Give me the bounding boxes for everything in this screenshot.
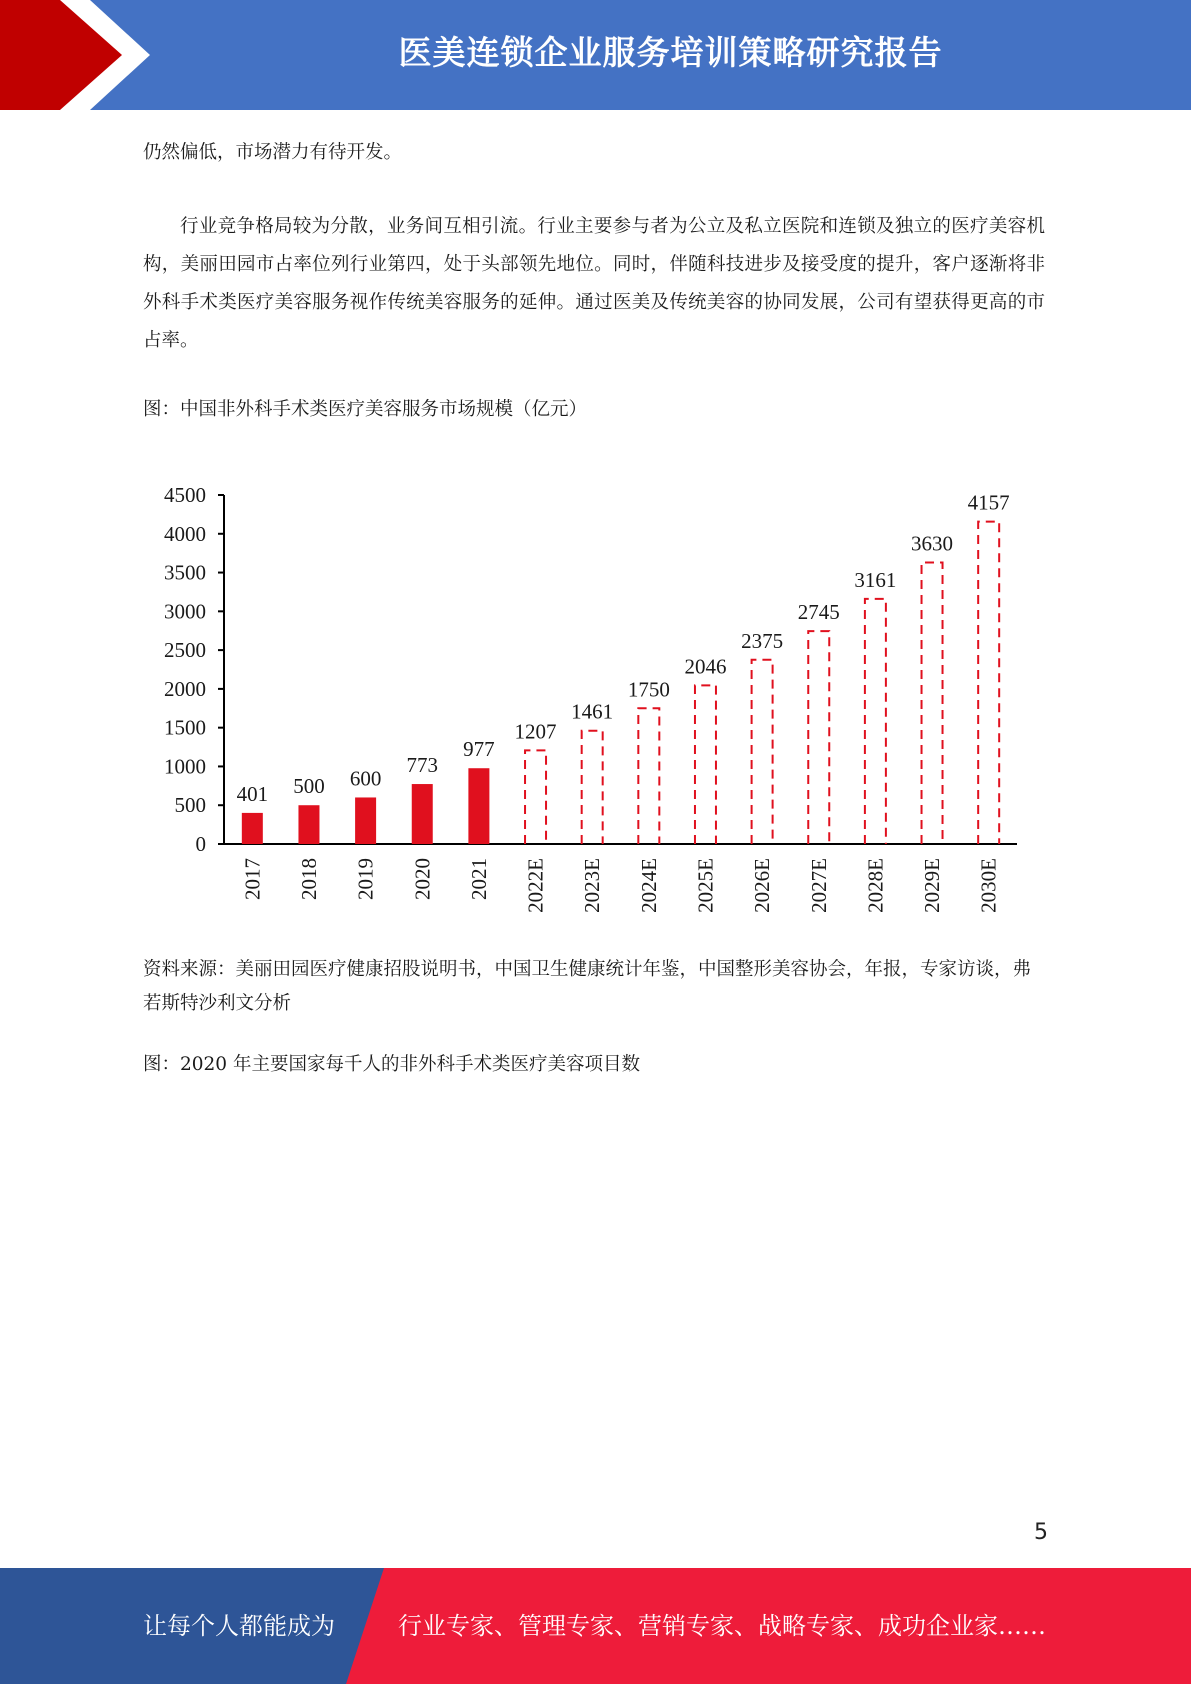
x-tick-label: 2026E — [750, 858, 775, 913]
bar — [242, 813, 263, 844]
header-band — [0, 0, 1191, 110]
data-label: 4157 — [967, 490, 1010, 515]
x-tick-label: 2027E — [806, 858, 831, 913]
x-tick-label: 2021 — [466, 858, 491, 900]
data-label: 1461 — [571, 699, 614, 724]
bar-forecast — [582, 731, 603, 844]
footer-slogan-left: 让每个人都能成为 — [143, 1612, 335, 1640]
data-label: 2745 — [797, 600, 840, 625]
bar-forecast — [922, 562, 943, 844]
data-label: 977 — [463, 737, 495, 762]
bar-forecast — [695, 685, 716, 844]
figure-1-caption: 图：中国非外科手术类医疗美容服务市场规模（亿元） — [143, 399, 588, 420]
x-tick-label: 2025E — [693, 858, 718, 913]
data-label: 2046 — [684, 654, 727, 679]
data-label: 3161 — [854, 567, 897, 592]
y-tick-label: 3000 — [164, 599, 206, 624]
bar — [412, 784, 433, 844]
bar — [468, 768, 489, 844]
figure-2-caption: 图：2020 年主要国家每千人的非外科手术类医疗美容项目数 — [143, 1054, 640, 1075]
data-label: 600 — [349, 766, 382, 791]
market-size-bar-chart — [140, 470, 1040, 930]
page-number: 5 — [1034, 1520, 1048, 1545]
x-tick-label: 2020 — [410, 858, 435, 900]
x-tick-label: 2030E — [976, 858, 1001, 913]
data-label: 1207 — [514, 719, 557, 744]
data-label: 773 — [406, 753, 438, 778]
x-tick-label: 2024E — [636, 858, 661, 913]
footer-slogan-right: 行业专家、管理专家、营销专家、战略专家、成功企业家…… — [398, 1612, 1046, 1640]
data-label: 1750 — [627, 677, 670, 702]
bar — [298, 805, 319, 844]
y-tick-label: 1500 — [164, 715, 206, 740]
bar-forecast — [525, 750, 546, 844]
x-tick-label: 2019 — [353, 858, 378, 900]
report-title: 医美连锁企业服务培训策略研究报告 — [398, 33, 943, 72]
footer-band — [0, 1568, 1191, 1684]
x-tick-label: 2023E — [580, 858, 605, 913]
bar — [355, 797, 376, 844]
bar-forecast — [752, 660, 773, 844]
y-tick-label: 0 — [195, 832, 206, 856]
paragraph-competition: 行业竞争格局较为分散，业务间互相引流。行业主要参与者为公立及私立医院和连锁及独立的医疗美容机构，美丽田园市占率位列行业第四，处于头部领先地位。同时，伴随科技进步及接受度的提升，客户逐渐将非外科手术类医疗美容服务视作传统美容服务的延伸。通过医美及传统美容的协同发展，公司有望获得更高的市占率。 — [143, 216, 1045, 351]
data-label: 3630 — [911, 531, 954, 556]
x-tick-label: 2022E — [523, 858, 548, 913]
bar-forecast — [865, 599, 886, 844]
x-tick-label: 2017 — [240, 858, 265, 900]
y-tick-label: 2000 — [164, 676, 206, 701]
y-tick-label: 2500 — [164, 638, 206, 663]
bar-forecast — [978, 522, 999, 844]
x-tick-label: 2028E — [863, 858, 888, 913]
x-tick-label: 2018 — [296, 858, 321, 900]
data-label: 500 — [293, 774, 325, 799]
y-tick-label: 1000 — [164, 754, 206, 779]
y-tick-label: 4000 — [164, 521, 206, 546]
y-tick-label: 3500 — [164, 560, 206, 585]
source-note: 资料来源：美丽田园医疗健康招股说明书，中国卫生健康统计年鉴，中国整形美容协会，年报，专家访谈，弗若斯特沙利文分析 — [143, 959, 1032, 1014]
bar-forecast — [808, 631, 829, 844]
x-tick-label: 2029E — [920, 858, 945, 913]
bar-forecast — [638, 708, 659, 844]
y-tick-label: 500 — [174, 793, 206, 818]
data-label: 401 — [236, 781, 269, 806]
header-arrow-icon — [0, 0, 160, 110]
paragraph-continued: 仍然偏低，市场潜力有待开发。 — [143, 142, 403, 163]
data-label: 2375 — [741, 628, 784, 653]
y-tick-label: 4500 — [164, 483, 206, 507]
